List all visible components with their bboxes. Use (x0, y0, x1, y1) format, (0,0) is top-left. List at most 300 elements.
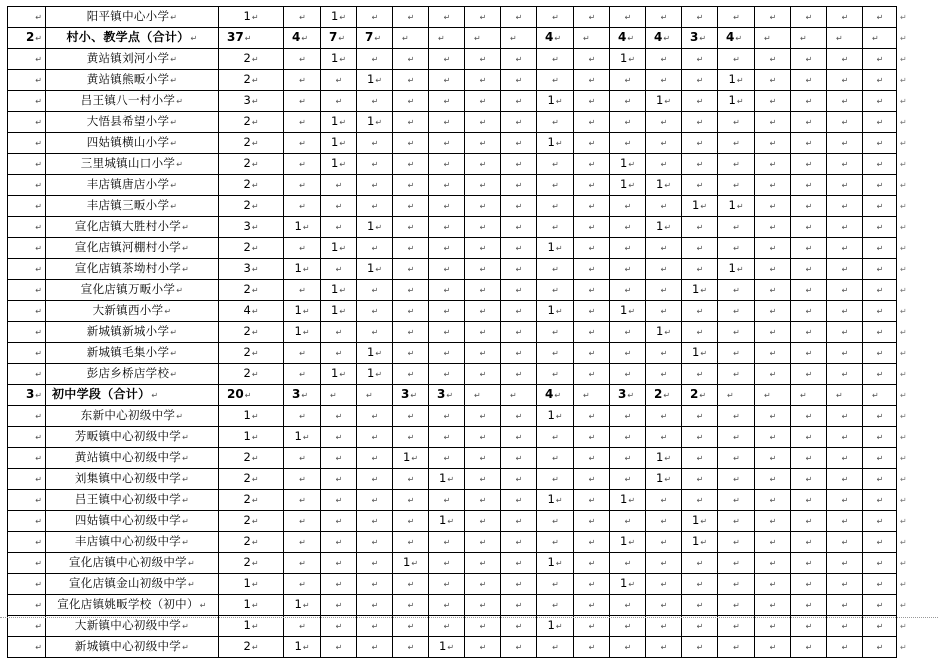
value-cell[interactable] (574, 301, 610, 322)
value-cell[interactable] (357, 49, 393, 70)
total-cell[interactable] (219, 280, 284, 301)
value-cell[interactable] (646, 616, 682, 637)
value-cell[interactable] (429, 280, 465, 301)
value-cell[interactable] (791, 532, 827, 553)
value-cell[interactable] (574, 490, 610, 511)
value-cell[interactable] (429, 28, 465, 49)
value-cell[interactable] (393, 427, 429, 448)
value-cell[interactable] (284, 322, 321, 343)
value-cell[interactable] (284, 574, 321, 595)
total-cell[interactable] (219, 595, 284, 616)
value-cell[interactable] (393, 364, 429, 385)
value-cell[interactable] (321, 616, 357, 637)
value-cell[interactable] (284, 532, 321, 553)
value-cell[interactable] (827, 70, 863, 91)
value-cell[interactable] (718, 7, 755, 28)
value-cell[interactable] (718, 553, 755, 574)
value-cell[interactable] (465, 175, 501, 196)
value-cell[interactable] (465, 427, 501, 448)
value-cell[interactable] (791, 154, 827, 175)
value-cell[interactable] (863, 385, 897, 406)
value-cell[interactable] (284, 133, 321, 154)
value-cell[interactable] (284, 70, 321, 91)
value-cell[interactable] (610, 301, 646, 322)
value-cell[interactable] (501, 91, 537, 112)
value-cell[interactable] (718, 133, 755, 154)
value-cell[interactable] (357, 196, 393, 217)
value-cell[interactable] (357, 616, 393, 637)
value-cell[interactable] (284, 448, 321, 469)
value-cell[interactable] (682, 574, 718, 595)
value-cell[interactable] (465, 49, 501, 70)
value-cell[interactable] (791, 217, 827, 238)
value-cell[interactable] (393, 280, 429, 301)
value-cell[interactable] (863, 406, 897, 427)
value-cell[interactable] (755, 28, 791, 49)
value-cell[interactable] (284, 511, 321, 532)
value-cell[interactable] (429, 49, 465, 70)
value-cell[interactable] (755, 196, 791, 217)
row-index-cell[interactable] (8, 28, 46, 49)
value-cell[interactable] (357, 406, 393, 427)
value-cell[interactable] (537, 133, 574, 154)
value-cell[interactable] (284, 301, 321, 322)
value-cell[interactable] (537, 616, 574, 637)
value-cell[interactable] (827, 343, 863, 364)
value-cell[interactable] (646, 448, 682, 469)
value-cell[interactable] (429, 217, 465, 238)
value-cell[interactable] (429, 70, 465, 91)
total-cell[interactable] (219, 637, 284, 658)
value-cell[interactable] (791, 133, 827, 154)
total-cell[interactable] (219, 7, 284, 28)
value-cell[interactable] (610, 574, 646, 595)
total-cell[interactable] (219, 301, 284, 322)
value-cell[interactable] (465, 616, 501, 637)
value-cell[interactable] (465, 196, 501, 217)
value-cell[interactable] (393, 70, 429, 91)
value-cell[interactable] (682, 595, 718, 616)
value-cell[interactable] (574, 532, 610, 553)
value-cell[interactable] (537, 70, 574, 91)
value-cell[interactable] (465, 595, 501, 616)
row-index-cell[interactable] (8, 637, 46, 658)
value-cell[interactable] (755, 427, 791, 448)
value-cell[interactable] (863, 322, 897, 343)
value-cell[interactable] (465, 532, 501, 553)
value-cell[interactable] (791, 595, 827, 616)
value-cell[interactable] (610, 280, 646, 301)
value-cell[interactable] (791, 280, 827, 301)
value-cell[interactable] (501, 616, 537, 637)
value-cell[interactable] (321, 532, 357, 553)
value-cell[interactable] (537, 91, 574, 112)
value-cell[interactable] (827, 406, 863, 427)
value-cell[interactable] (610, 469, 646, 490)
school-name-cell[interactable] (46, 154, 219, 175)
value-cell[interactable] (863, 301, 897, 322)
school-name-cell[interactable] (46, 364, 219, 385)
value-cell[interactable] (357, 133, 393, 154)
value-cell[interactable] (321, 448, 357, 469)
value-cell[interactable] (321, 364, 357, 385)
total-cell[interactable] (219, 364, 284, 385)
value-cell[interactable] (718, 406, 755, 427)
value-cell[interactable] (321, 511, 357, 532)
value-cell[interactable] (646, 322, 682, 343)
value-cell[interactable] (718, 490, 755, 511)
value-cell[interactable] (284, 112, 321, 133)
value-cell[interactable] (610, 112, 646, 133)
total-cell[interactable] (219, 154, 284, 175)
value-cell[interactable] (501, 637, 537, 658)
row-index-cell[interactable] (8, 70, 46, 91)
value-cell[interactable] (682, 91, 718, 112)
value-cell[interactable] (284, 469, 321, 490)
value-cell[interactable] (284, 406, 321, 427)
value-cell[interactable] (284, 364, 321, 385)
value-cell[interactable] (321, 637, 357, 658)
value-cell[interactable] (537, 154, 574, 175)
value-cell[interactable] (791, 511, 827, 532)
value-cell[interactable] (863, 259, 897, 280)
value-cell[interactable] (574, 616, 610, 637)
value-cell[interactable] (574, 595, 610, 616)
row-index-cell[interactable] (8, 427, 46, 448)
value-cell[interactable] (357, 385, 393, 406)
value-cell[interactable] (393, 469, 429, 490)
total-cell[interactable] (219, 49, 284, 70)
value-cell[interactable] (429, 595, 465, 616)
value-cell[interactable] (791, 28, 827, 49)
value-cell[interactable] (429, 427, 465, 448)
value-cell[interactable] (357, 469, 393, 490)
value-cell[interactable] (321, 154, 357, 175)
value-cell[interactable] (863, 448, 897, 469)
value-cell[interactable] (429, 175, 465, 196)
value-cell[interactable] (610, 553, 646, 574)
value-cell[interactable] (357, 364, 393, 385)
value-cell[interactable] (827, 616, 863, 637)
value-cell[interactable] (863, 217, 897, 238)
value-cell[interactable] (827, 553, 863, 574)
value-cell[interactable] (574, 511, 610, 532)
value-cell[interactable] (321, 49, 357, 70)
row-index-cell[interactable] (8, 112, 46, 133)
value-cell[interactable] (718, 364, 755, 385)
value-cell[interactable] (284, 175, 321, 196)
value-cell[interactable] (827, 196, 863, 217)
value-cell[interactable] (791, 238, 827, 259)
value-cell[interactable] (357, 448, 393, 469)
value-cell[interactable] (321, 70, 357, 91)
value-cell[interactable] (755, 406, 791, 427)
value-cell[interactable] (574, 574, 610, 595)
value-cell[interactable] (646, 511, 682, 532)
value-cell[interactable] (755, 385, 791, 406)
value-cell[interactable] (537, 469, 574, 490)
value-cell[interactable] (321, 553, 357, 574)
value-cell[interactable] (537, 301, 574, 322)
row-index-cell[interactable] (8, 406, 46, 427)
value-cell[interactable] (718, 280, 755, 301)
value-cell[interactable] (755, 259, 791, 280)
value-cell[interactable] (501, 238, 537, 259)
value-cell[interactable] (429, 364, 465, 385)
value-cell[interactable] (429, 637, 465, 658)
value-cell[interactable] (393, 28, 429, 49)
value-cell[interactable] (284, 595, 321, 616)
value-cell[interactable] (465, 259, 501, 280)
value-cell[interactable] (682, 511, 718, 532)
value-cell[interactable] (393, 637, 429, 658)
row-index-cell[interactable] (8, 574, 46, 595)
value-cell[interactable] (718, 637, 755, 658)
value-cell[interactable] (501, 532, 537, 553)
row-index-cell[interactable] (8, 343, 46, 364)
value-cell[interactable] (357, 70, 393, 91)
value-cell[interactable] (537, 406, 574, 427)
value-cell[interactable] (393, 406, 429, 427)
value-cell[interactable] (393, 7, 429, 28)
value-cell[interactable] (718, 91, 755, 112)
row-index-cell[interactable] (8, 196, 46, 217)
total-cell[interactable] (219, 406, 284, 427)
school-name-cell[interactable] (46, 469, 219, 490)
value-cell[interactable] (718, 217, 755, 238)
value-cell[interactable] (827, 217, 863, 238)
value-cell[interactable] (465, 490, 501, 511)
value-cell[interactable] (357, 574, 393, 595)
value-cell[interactable] (791, 553, 827, 574)
value-cell[interactable] (537, 490, 574, 511)
value-cell[interactable] (755, 154, 791, 175)
value-cell[interactable] (682, 406, 718, 427)
value-cell[interactable] (537, 637, 574, 658)
value-cell[interactable] (429, 343, 465, 364)
value-cell[interactable] (429, 406, 465, 427)
value-cell[interactable] (827, 49, 863, 70)
value-cell[interactable] (755, 322, 791, 343)
value-cell[interactable] (284, 385, 321, 406)
school-name-cell[interactable] (46, 70, 219, 91)
value-cell[interactable] (393, 217, 429, 238)
value-cell[interactable] (682, 385, 718, 406)
value-cell[interactable] (501, 385, 537, 406)
school-name-cell[interactable] (46, 322, 219, 343)
value-cell[interactable] (646, 301, 682, 322)
value-cell[interactable] (284, 427, 321, 448)
total-cell[interactable] (219, 217, 284, 238)
value-cell[interactable] (393, 511, 429, 532)
value-cell[interactable] (827, 574, 863, 595)
value-cell[interactable] (537, 364, 574, 385)
value-cell[interactable] (646, 280, 682, 301)
value-cell[interactable] (682, 427, 718, 448)
value-cell[interactable] (357, 238, 393, 259)
school-name-cell[interactable] (46, 616, 219, 637)
value-cell[interactable] (682, 7, 718, 28)
value-cell[interactable] (429, 301, 465, 322)
value-cell[interactable] (755, 112, 791, 133)
value-cell[interactable] (791, 469, 827, 490)
school-name-cell[interactable] (46, 133, 219, 154)
value-cell[interactable] (682, 133, 718, 154)
value-cell[interactable] (863, 238, 897, 259)
value-cell[interactable] (646, 385, 682, 406)
value-cell[interactable] (863, 28, 897, 49)
value-cell[interactable] (682, 469, 718, 490)
value-cell[interactable] (718, 511, 755, 532)
value-cell[interactable] (646, 175, 682, 196)
value-cell[interactable] (537, 175, 574, 196)
value-cell[interactable] (646, 91, 682, 112)
value-cell[interactable] (827, 364, 863, 385)
value-cell[interactable] (429, 574, 465, 595)
value-cell[interactable] (755, 343, 791, 364)
value-cell[interactable] (827, 175, 863, 196)
value-cell[interactable] (682, 196, 718, 217)
value-cell[interactable] (791, 70, 827, 91)
value-cell[interactable] (827, 490, 863, 511)
row-index-cell[interactable] (8, 322, 46, 343)
value-cell[interactable] (718, 238, 755, 259)
value-cell[interactable] (646, 553, 682, 574)
value-cell[interactable] (537, 322, 574, 343)
value-cell[interactable] (646, 490, 682, 511)
value-cell[interactable] (755, 217, 791, 238)
total-cell[interactable] (219, 133, 284, 154)
value-cell[interactable] (755, 511, 791, 532)
value-cell[interactable] (429, 91, 465, 112)
value-cell[interactable] (863, 7, 897, 28)
value-cell[interactable] (755, 490, 791, 511)
value-cell[interactable] (863, 196, 897, 217)
value-cell[interactable] (537, 280, 574, 301)
value-cell[interactable] (682, 616, 718, 637)
total-cell[interactable] (219, 448, 284, 469)
value-cell[interactable] (646, 112, 682, 133)
school-name-cell[interactable] (46, 238, 219, 259)
value-cell[interactable] (574, 280, 610, 301)
value-cell[interactable] (501, 469, 537, 490)
value-cell[interactable] (537, 427, 574, 448)
row-index-cell[interactable] (8, 238, 46, 259)
value-cell[interactable] (357, 28, 393, 49)
value-cell[interactable] (465, 385, 501, 406)
value-cell[interactable] (537, 217, 574, 238)
value-cell[interactable] (610, 322, 646, 343)
value-cell[interactable] (284, 154, 321, 175)
row-index-cell[interactable] (8, 133, 46, 154)
value-cell[interactable] (682, 259, 718, 280)
value-cell[interactable] (755, 616, 791, 637)
value-cell[interactable] (755, 70, 791, 91)
value-cell[interactable] (718, 196, 755, 217)
value-cell[interactable] (646, 154, 682, 175)
value-cell[interactable] (682, 637, 718, 658)
value-cell[interactable] (284, 217, 321, 238)
value-cell[interactable] (827, 448, 863, 469)
value-cell[interactable] (465, 28, 501, 49)
value-cell[interactable] (429, 322, 465, 343)
value-cell[interactable] (501, 343, 537, 364)
value-cell[interactable] (682, 343, 718, 364)
value-cell[interactable] (827, 637, 863, 658)
value-cell[interactable] (393, 133, 429, 154)
value-cell[interactable] (429, 616, 465, 637)
total-cell[interactable] (219, 553, 284, 574)
value-cell[interactable] (393, 532, 429, 553)
value-cell[interactable] (574, 175, 610, 196)
value-cell[interactable] (755, 364, 791, 385)
value-cell[interactable] (501, 553, 537, 574)
value-cell[interactable] (863, 280, 897, 301)
value-cell[interactable] (827, 595, 863, 616)
value-cell[interactable] (357, 217, 393, 238)
value-cell[interactable] (357, 91, 393, 112)
value-cell[interactable] (755, 133, 791, 154)
value-cell[interactable] (827, 259, 863, 280)
school-name-cell[interactable] (46, 637, 219, 658)
value-cell[interactable] (501, 133, 537, 154)
school-name-cell[interactable] (46, 301, 219, 322)
value-cell[interactable] (718, 616, 755, 637)
total-cell[interactable] (219, 238, 284, 259)
value-cell[interactable] (465, 154, 501, 175)
value-cell[interactable] (863, 133, 897, 154)
school-name-cell[interactable] (46, 448, 219, 469)
value-cell[interactable] (682, 532, 718, 553)
total-cell[interactable] (219, 175, 284, 196)
total-cell[interactable] (219, 196, 284, 217)
value-cell[interactable] (610, 490, 646, 511)
school-name-cell[interactable] (46, 490, 219, 511)
row-index-cell[interactable] (8, 280, 46, 301)
value-cell[interactable] (791, 385, 827, 406)
value-cell[interactable] (610, 637, 646, 658)
value-cell[interactable] (284, 343, 321, 364)
value-cell[interactable] (465, 301, 501, 322)
school-name-cell[interactable] (46, 196, 219, 217)
value-cell[interactable] (610, 616, 646, 637)
value-cell[interactable] (863, 616, 897, 637)
value-cell[interactable] (501, 364, 537, 385)
value-cell[interactable] (682, 280, 718, 301)
value-cell[interactable] (501, 28, 537, 49)
value-cell[interactable] (646, 469, 682, 490)
school-name-cell[interactable] (46, 574, 219, 595)
value-cell[interactable] (718, 49, 755, 70)
value-cell[interactable] (321, 133, 357, 154)
value-cell[interactable] (393, 448, 429, 469)
value-cell[interactable] (501, 49, 537, 70)
total-cell[interactable] (219, 259, 284, 280)
value-cell[interactable] (718, 112, 755, 133)
value-cell[interactable] (863, 175, 897, 196)
row-index-cell[interactable] (8, 532, 46, 553)
value-cell[interactable] (863, 490, 897, 511)
value-cell[interactable] (863, 70, 897, 91)
value-cell[interactable] (284, 49, 321, 70)
value-cell[interactable] (321, 196, 357, 217)
value-cell[interactable] (791, 49, 827, 70)
value-cell[interactable] (574, 406, 610, 427)
total-cell[interactable] (219, 469, 284, 490)
value-cell[interactable] (610, 511, 646, 532)
value-cell[interactable] (574, 364, 610, 385)
value-cell[interactable] (646, 133, 682, 154)
